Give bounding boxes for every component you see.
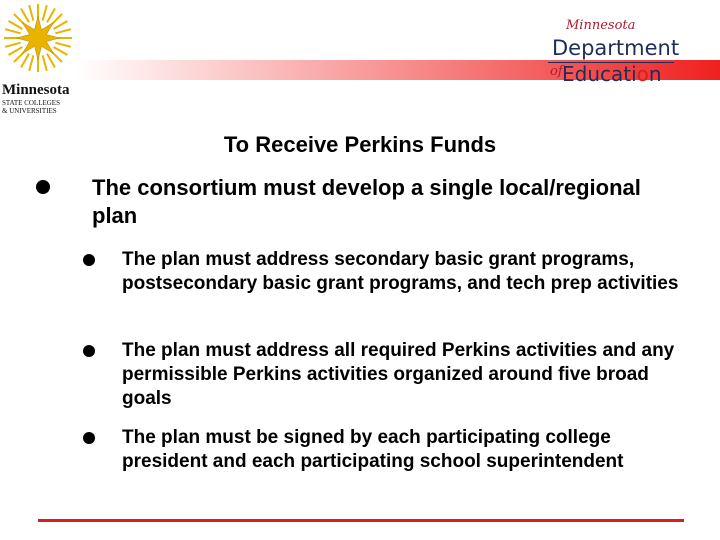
- logo-name: Minnesota: [2, 82, 70, 98]
- sub-bullet-marker-2: [83, 345, 95, 357]
- logo-of-text: of: [550, 64, 563, 79]
- sub-bullet-marker-1: [83, 254, 95, 266]
- logo-department-text: Department: [552, 36, 680, 60]
- sub-bullet-text-1: The plan must address secondary basic grant programs, postsecondary basic grant programs, and tech prep activities: [122, 249, 679, 294]
- sub-bullet-text-3: The plan must be signed by each participating college president and each participating school superintendent: [122, 427, 624, 472]
- bullet-marker: [36, 180, 50, 194]
- logo-subtitle: STATE COLLEGES & UNIVERSITIES: [2, 99, 60, 115]
- main-bullet-text: The consortium must develop a single local/regional plan: [92, 175, 641, 228]
- logo-script-text: Minnesota: [566, 18, 636, 33]
- logo-education-text: Education: [562, 62, 662, 86]
- slide-title: To Receive Perkins Funds: [223, 132, 497, 157]
- star-sunburst-icon: [2, 2, 74, 74]
- minnesota-state-colleges-logo: [0, 0, 80, 120]
- sub-bullet-text-2: The plan must address all required Perkins activities and any permissible Perkins activities organized around five broad goals: [122, 340, 675, 409]
- department-of-education-logo: [548, 18, 678, 88]
- footer-rule: [38, 519, 684, 522]
- sub-bullet-marker-3: [83, 432, 95, 444]
